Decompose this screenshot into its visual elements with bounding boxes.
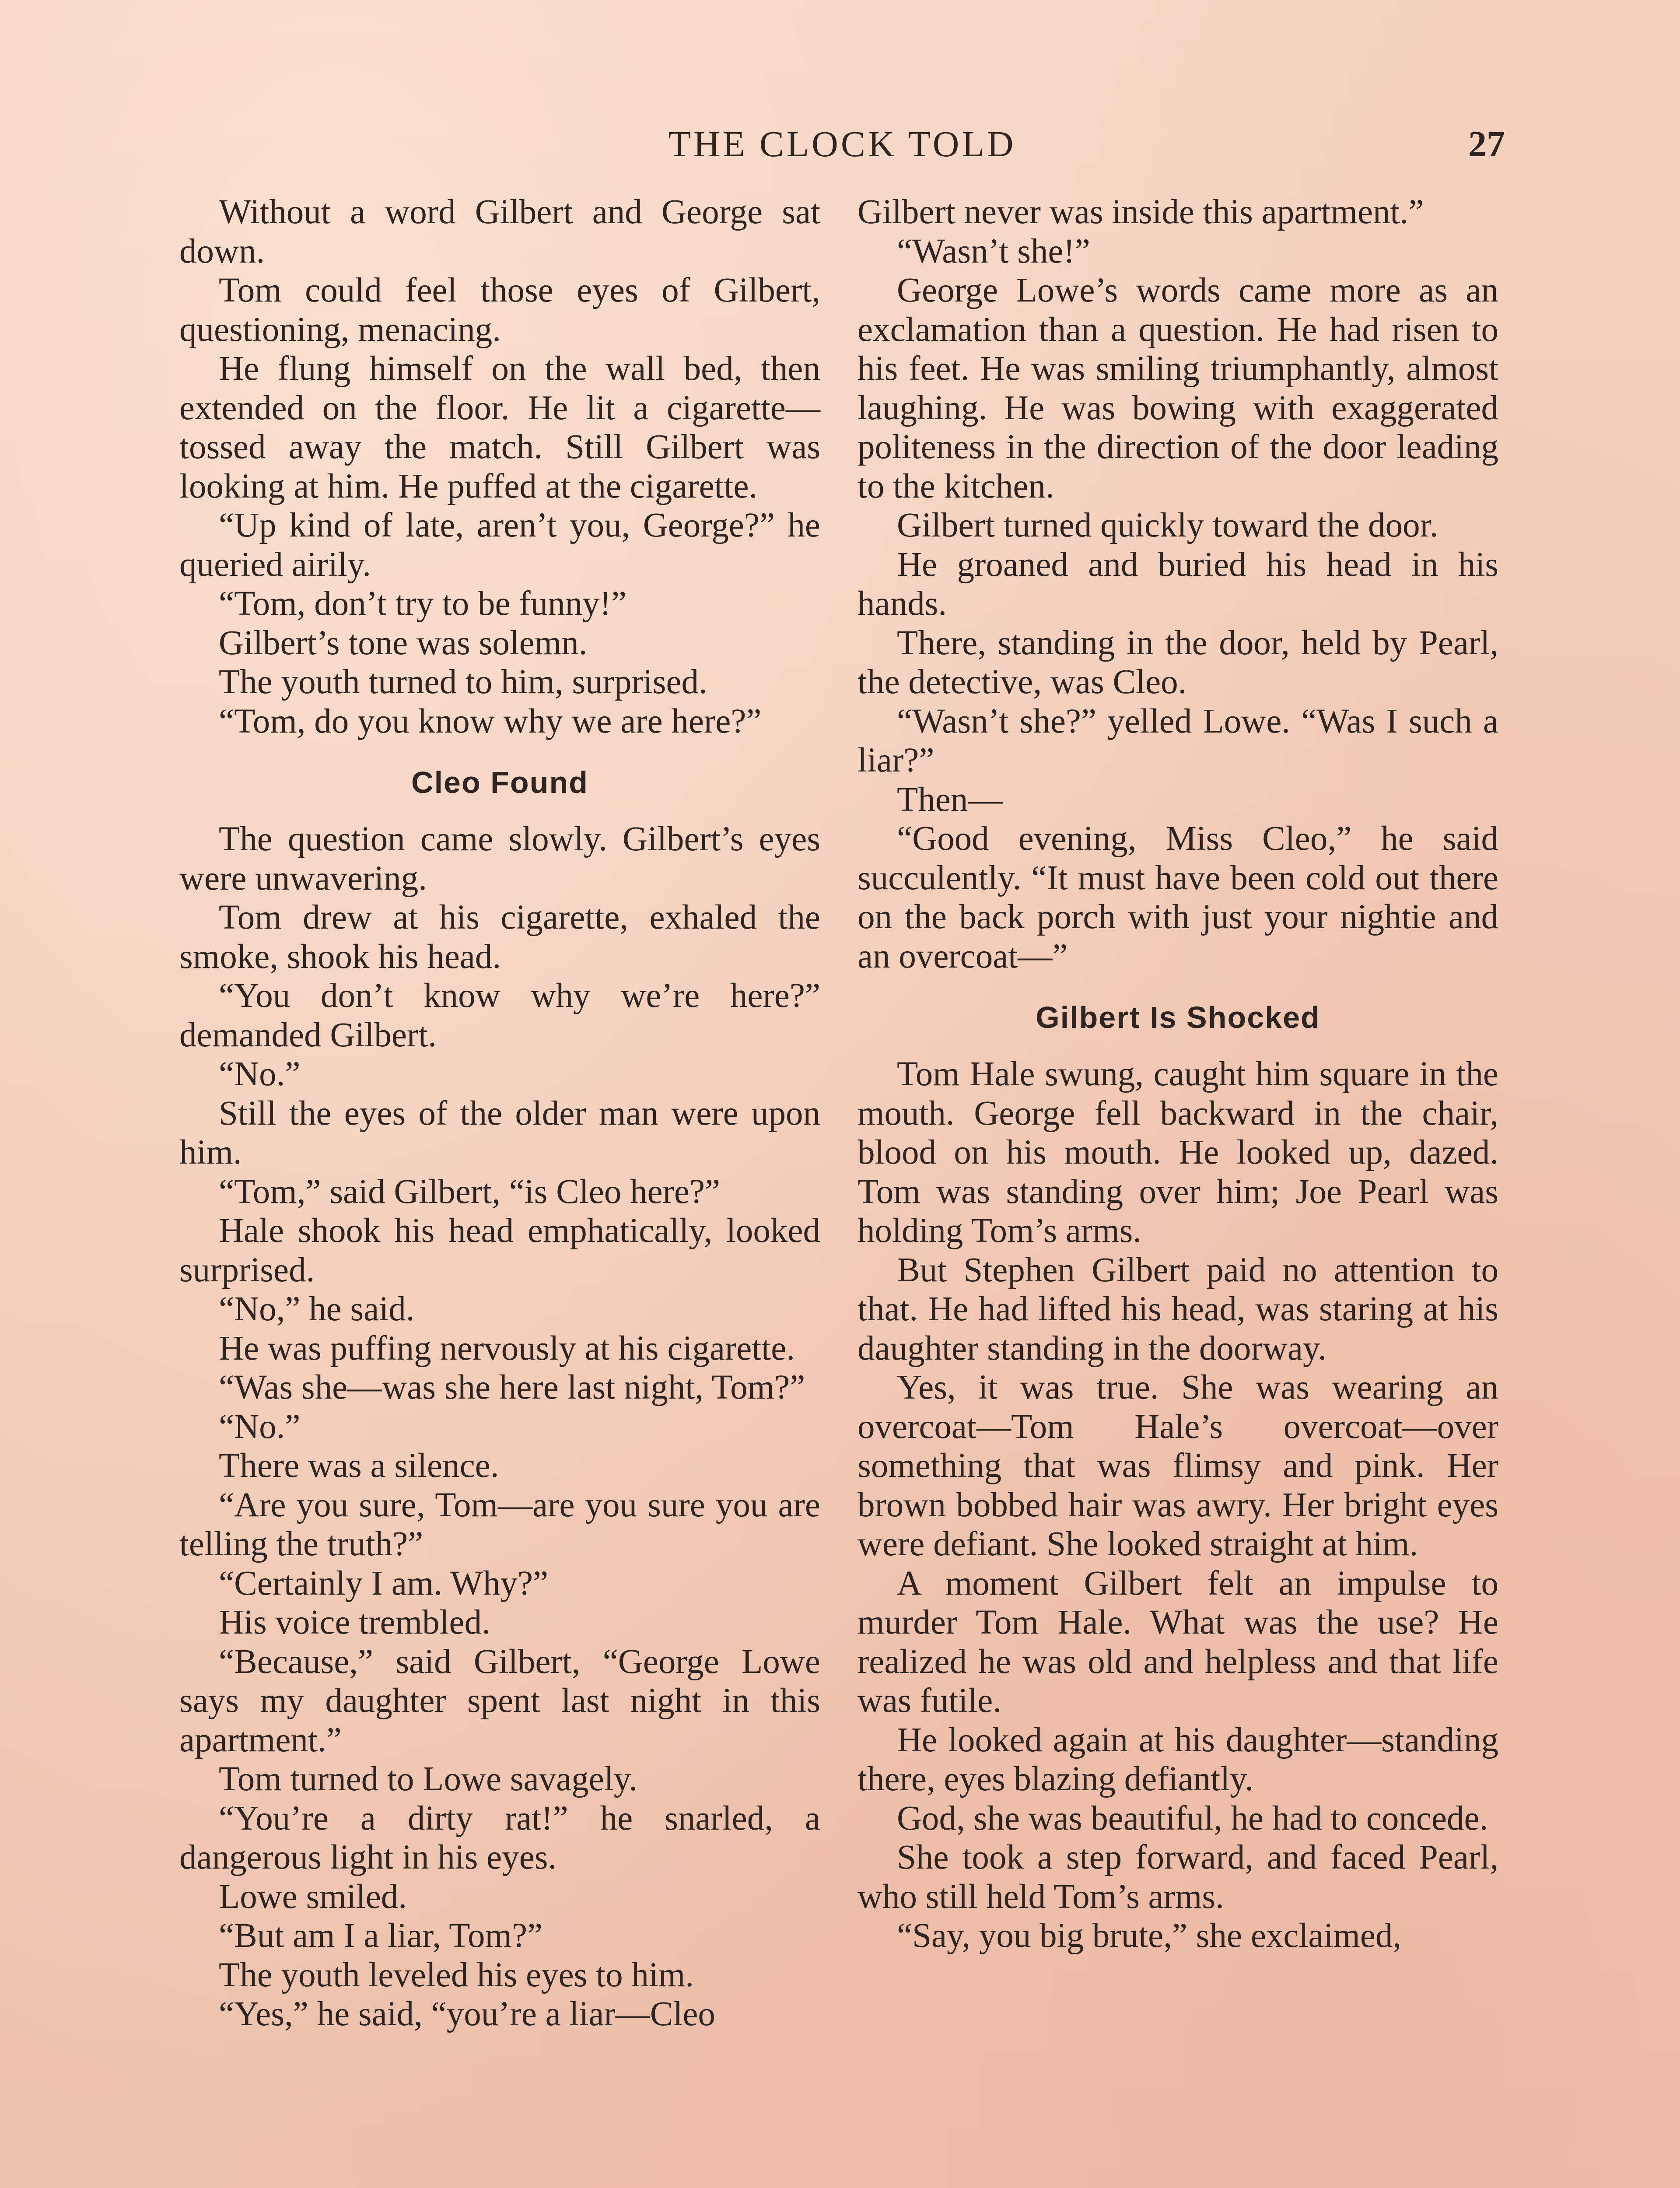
paragraph: “You’re a dirty rat!” he snarled, a dangerous light in his eyes. <box>179 1799 820 1876</box>
paragraph: “Was she—was she here last night, Tom?” <box>219 1368 805 1406</box>
paragraph: “Because,” said Gilbert, “George Lowe says my daughter spent last night in this apartment.” <box>179 1642 820 1759</box>
paragraph: But Stephen Gilbert paid no attention to that. He had lifted his head, was staring at his daughter standing in the doorway. <box>858 1251 1498 1368</box>
paragraph: “Wasn’t she!” <box>897 232 1090 270</box>
paragraph: Lowe smiled. <box>219 1877 407 1916</box>
paragraph: Without a word Gilbert and George sat down. <box>179 193 820 270</box>
paragraph: The youth turned to him, surprised. <box>219 663 707 701</box>
paragraph: “Yes,” he said, “you’re a liar—Cleo <box>219 1995 715 2033</box>
paragraph: Yes, it was true. She was wearing an overcoat—Tom Hale’s overcoat—over something that was flimsy and pink. Her brown bobbed hair was awry. Her bright eyes were defiant. She looked straight at him. <box>858 1368 1498 1563</box>
paragraph: “Good evening, Miss Cleo,” he said succulently. “It must have been cold out there on the back porch with just your nightie and an overcoat—” <box>858 820 1498 975</box>
paragraph: “Tom, don’t try to be funny!” <box>219 585 627 623</box>
paragraph: Tom could feel those eyes of Gilbert, questioning, menacing. <box>179 271 820 349</box>
paragraph: He looked again at his daughter—standing there, eyes blazing defiantly. <box>858 1721 1498 1798</box>
paragraph: She took a step forward, and faced Pearl, who still held Tom’s arms. <box>858 1838 1498 1916</box>
paragraph: Still the eyes of the older man were upon him. <box>179 1094 820 1171</box>
paragraph: “Tom,” said Gilbert, “is Cleo here?” <box>219 1172 721 1211</box>
paragraph: The youth leveled his eyes to him. <box>219 1956 694 1994</box>
paragraph: Then— <box>897 780 1003 819</box>
paragraph: “Certainly I am. Why?” <box>219 1564 549 1602</box>
paragraph: He groaned and buried his head in his hands. <box>858 545 1498 623</box>
right-column <box>858 193 1498 1956</box>
paragraph: “Up kind of late, aren’t you, George?” he queried airily. <box>179 506 820 584</box>
paragraph: “Say, you big brute,” she exclaimed, <box>897 1917 1402 1955</box>
paragraph: God, she was beautiful, he had to concede. <box>897 1799 1488 1837</box>
paragraph: “No.” <box>219 1407 301 1446</box>
paragraph: Gilbert’s tone was solemn. <box>219 624 588 662</box>
paragraph: Tom turned to Lowe savagely. <box>219 1760 637 1798</box>
paragraph: His voice trembled. <box>219 1603 490 1641</box>
paragraph: “No,” he said. <box>219 1290 415 1328</box>
paragraph: “But am I a liar, Tom?” <box>219 1917 543 1955</box>
page-number: 27 <box>1468 124 1505 165</box>
paragraph: He was puffing nervously at his cigarette. <box>219 1329 795 1368</box>
paragraph: “Wasn’t she?” yelled Lowe. “Was I such a liar?” <box>858 702 1498 779</box>
paragraph-continued: Gilbert never was inside this apartment.” <box>858 193 1424 231</box>
section-subheading: Gilbert Is Shocked <box>1036 1000 1320 1034</box>
paragraph: There was a silence. <box>219 1447 499 1485</box>
running-title: THE CLOCK TOLD <box>668 124 1016 165</box>
paragraph: He flung himself on the wall bed, then extended on the floor. He lit a cigarette—tossed away the match. Still Gilbert was looking at him. He puffed at the cigarette. <box>179 350 820 505</box>
paragraph: Gilbert turned quickly toward the door. <box>897 506 1438 544</box>
paragraph: “Tom, do you know why we are here?” <box>219 702 762 740</box>
paragraph: Hale shook his head emphatically, looked surprised. <box>179 1212 820 1289</box>
paragraph: “No.” <box>219 1055 301 1093</box>
paragraph: “Are you sure, Tom—are you sure you are telling the truth?” <box>179 1486 820 1563</box>
paragraph: The question came slowly. Gilbert’s eyes were unwavering. <box>179 820 820 898</box>
paragraph: There, standing in the door, held by Pearl, the detective, was Cleo. <box>858 624 1498 701</box>
paragraph: George Lowe’s words came more as an exclamation than a question. He had risen to his feet. He was smiling triumphantly, almost laughing. He was bowing with exaggerated politeness in the direction of the door leading to the kitchen. <box>858 271 1498 505</box>
section-subheading: Cleo Found <box>411 765 588 799</box>
left-column <box>179 193 820 2034</box>
paragraph: Tom Hale swung, caught him square in the mouth. George fell backward in the chair, blood on his mouth. He looked up, dazed. Tom was standing over him; Joe Pearl was holding Tom’s arms. <box>858 1055 1498 1250</box>
paragraph: A moment Gilbert felt an impulse to murder Tom Hale. What was the use? He realized he was old and helpless and that life was futile. <box>858 1564 1498 1720</box>
paragraph: “You don’t know why we’re here?” demanded Gilbert. <box>179 977 820 1054</box>
paragraph: Tom drew at his cigarette, exhaled the smoke, shook his head. <box>179 898 820 976</box>
